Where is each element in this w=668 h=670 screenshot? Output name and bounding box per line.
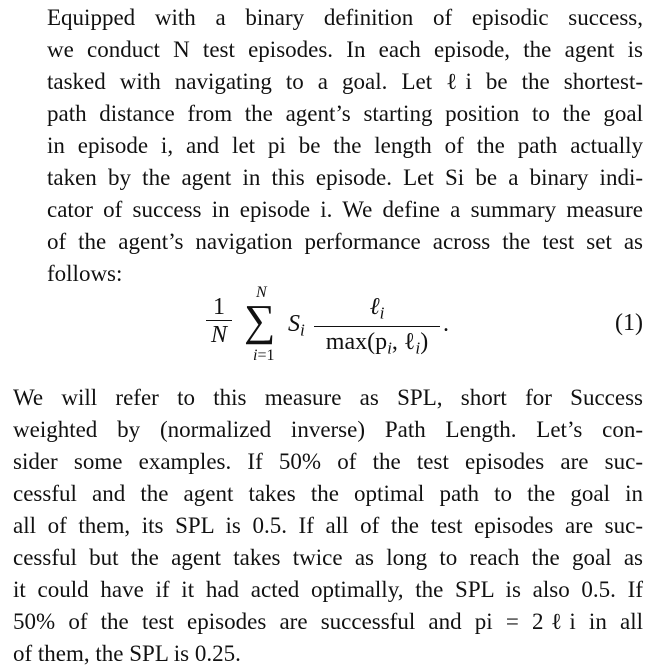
text-line: of the agent’s navigation performance across the test set as — [47, 229, 643, 254]
text-line: tasked with navigating to a goal. Let ℓi be the shortest- — [47, 69, 643, 94]
paragraph-examples — [13, 382, 643, 670]
fraction-denominator: N — [210, 322, 227, 348]
text-line: of them, the SPL is 0.25. — [13, 641, 241, 666]
text-line: we conduct N test episodes. In each episode, the agent is — [47, 37, 643, 62]
text-line: 50% of the test episodes are successful and pi = 2ℓi in all — [13, 609, 643, 634]
sum-upper-limit: N — [256, 284, 267, 301]
sum-lower-limit: i=1 — [253, 347, 275, 364]
text-line: path distance from the agent’s starting position to the goal — [47, 101, 643, 126]
success-indicator: $S_i$ — [288, 311, 305, 340]
text-line: cessful but the agent takes twice as long to reach the goal as — [13, 545, 643, 570]
text-line: taken by the agent in this episode. Let Si be a binary indi- — [47, 165, 643, 190]
text-line: sider some examples. If 50% of the test episodes are suc- — [13, 449, 643, 474]
fraction-one-over-n — [206, 294, 232, 349]
text-line: it could have if it had acted optimally, the SPL is also 0.5. If — [13, 577, 643, 602]
equation-number: (1) — [615, 310, 643, 336]
text-line: We will refer to this measure as SPL, short for Success — [13, 385, 643, 410]
text-line: cator of success in episode i. We define a summary measure — [47, 197, 643, 222]
equation-period: . — [443, 311, 449, 337]
fraction-path-ratio — [314, 294, 440, 364]
equation-spl — [0, 282, 668, 372]
paragraph-definition — [13, 2, 643, 290]
fraction-numerator: ℓ$_i$ — [369, 294, 385, 323]
fraction-denominator: $\max(p_i$, ℓ$_i$) — [325, 329, 429, 358]
text-line: cessful and the agent takes the optimal path to the goal in — [13, 481, 643, 506]
text-line: in episode i, and let pi be the length of the path actually — [47, 133, 643, 158]
text-line: Equipped with a binary definition of episodic success, — [47, 5, 643, 30]
summation-icon: ∑ — [244, 296, 276, 345]
fraction-numerator: 1 — [213, 294, 225, 320]
text-line: follows: — [47, 261, 123, 286]
text-line: all of them, its SPL is 0.5. If all of the test episodes are suc- — [13, 513, 643, 538]
text-line: weighted by (normalized inverse) Path Length. Let’s con- — [13, 417, 643, 442]
